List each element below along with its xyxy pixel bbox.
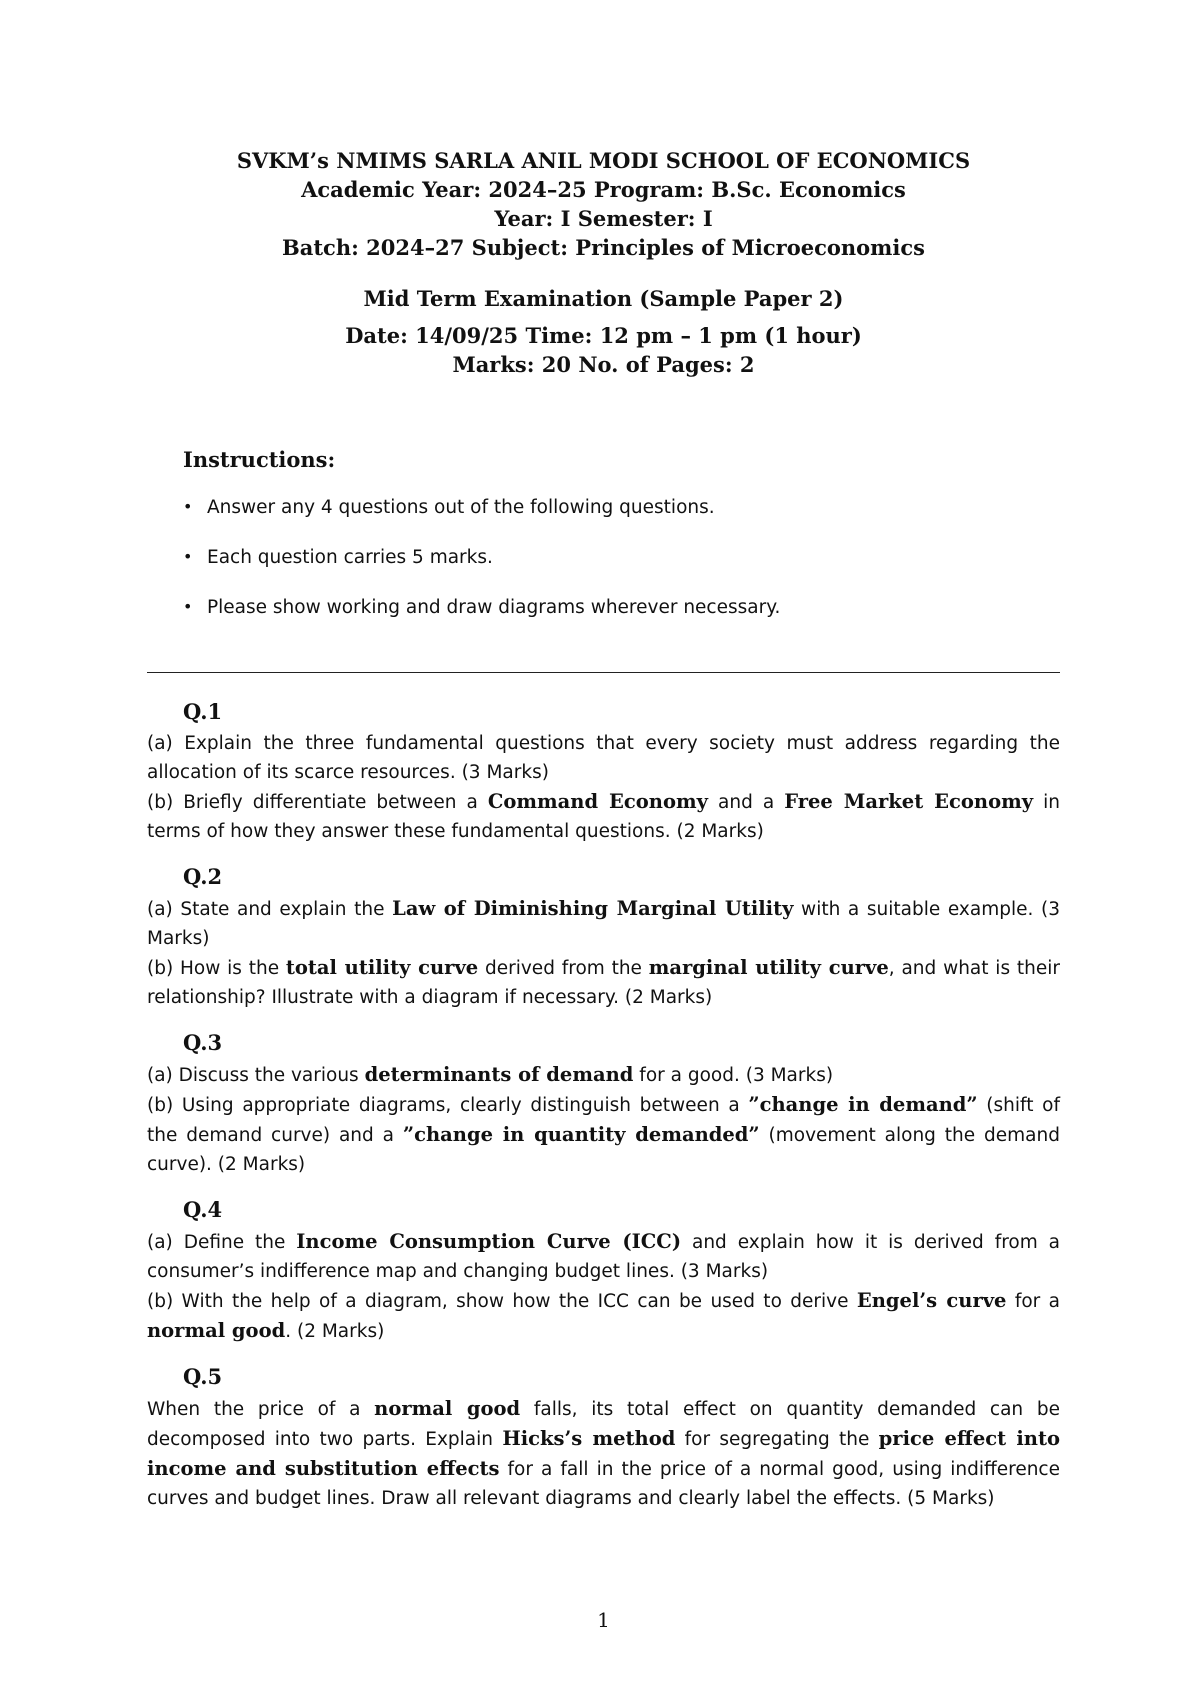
instruction-item: • Please show working and draw diagrams wherever necessary. [183,597,781,618]
exam-header [147,146,1060,379]
key-term: total utility curve [285,956,479,979]
bullet-icon: • [183,597,193,616]
question-number: Q.2 [183,864,223,889]
question-5 [147,1360,1060,1513]
instructions-title: Instructions: [183,447,336,472]
academic-year-program: Academic Year: 2024–25 Program: B.Sc. Economics [301,177,906,202]
key-term: Income Consumption Curve (ICC) [296,1230,682,1253]
question-part: (b) With the help of a diagram, show how the ICC can be used to derive Engel’s curve for a normal good. (2 Marks) [147,1289,1061,1342]
question-number: Q.1 [183,699,223,724]
question-3 [147,1026,1060,1179]
key-term: marginal utility curve [648,956,889,979]
question-number: Q.5 [183,1364,223,1389]
key-term: Free Market Economy [784,790,1034,813]
key-term: ”change in quantity demanded” [402,1123,760,1146]
key-term: Law of Diminishing Marginal Utility [392,897,794,920]
questions-section [147,695,1060,1527]
instruction-item: • Answer any 4 questions out of the following questions. [183,497,715,518]
question-part: (b) How is the total utility curve derived from the marginal utility curve, and what is their relationship? Illustrate with a diagram if necessary. (2 Marks) [147,956,1060,1008]
question-number: Q.4 [183,1197,223,1222]
key-term: Hicks’s method [502,1427,676,1450]
school-name: SVKM’s NMIMS SARLA ANIL MODI SCHOOL OF ECONOMICS [236,148,971,173]
key-term: Command Economy [487,790,708,813]
exam-page [147,0,1060,1696]
key-term: determinants of demand [364,1063,634,1086]
question-part: (a) State and explain the Law of Diminishing Marginal Utility with a suitable example. (3 Marks) [147,897,1060,949]
question-part: (b) Using appropriate diagrams, clearly distinguish between a ”change in demand” (shift of the demand curve) and a ”change in quantity demanded” (movement along the demand curve). (2 Marks) [147,1093,1060,1175]
key-term: normal good [374,1397,521,1420]
key-term: Engel’s curve [856,1289,1007,1312]
key-term: normal good [147,1319,286,1342]
horizontal-rule [147,672,1060,673]
exam-title: Mid Term Examination (Sample Paper 2) [363,286,844,311]
date-time: Date: 14/09/25 Time: 12 pm – 1 pm (1 hour) [345,323,862,348]
bullet-icon: • [183,497,193,516]
question-number: Q.3 [183,1030,223,1055]
batch-subject: Batch: 2024–27 Subject: Principles of Microeconomics [282,235,925,260]
key-term: ”change in demand” [748,1093,978,1116]
question-2 [147,860,1060,1012]
bullet-icon: • [183,547,193,566]
question-part: (a) Define the Income Consumption Curve (ICC) and explain how it is derived from a consumer’s indifference map and changing budget lines. (3 Marks) [147,1230,1061,1282]
page-number: 1 [597,1608,610,1632]
question-part: (b) Briefly differentiate between a Command Economy and a Free Market Economy in terms of how they answer these fundamental questions. (2 Marks) [147,790,1060,842]
question-part: (a) Discuss the various determinants of demand for a good. (3 Marks) [147,1063,834,1086]
instruction-item: • Each question carries 5 marks. [183,547,493,568]
question-4 [147,1193,1060,1346]
year-semester: Year: I Semester: I [494,206,713,231]
key-term: price effect into income and substitution effects [147,1427,1060,1480]
question-1 [147,695,1060,846]
marks-pages: Marks: 20 No. of Pages: 2 [452,352,755,377]
instructions-list [183,497,780,647]
question-part: When the price of a normal good falls, its total effect on quantity demanded can be decomposed into two parts. Explain Hicks’s method for segregating the price effect into income and substitution effects for a fall in the price of a normal good, using indifference curves and budget lines. Draw all relevant diagrams and clearly label the effects. (5 Marks) [147,1397,1060,1509]
question-part: (a) Explain the three fundamental questions that every society must address regarding the allocation of its scarce resources. (3 Marks) [147,733,1060,783]
